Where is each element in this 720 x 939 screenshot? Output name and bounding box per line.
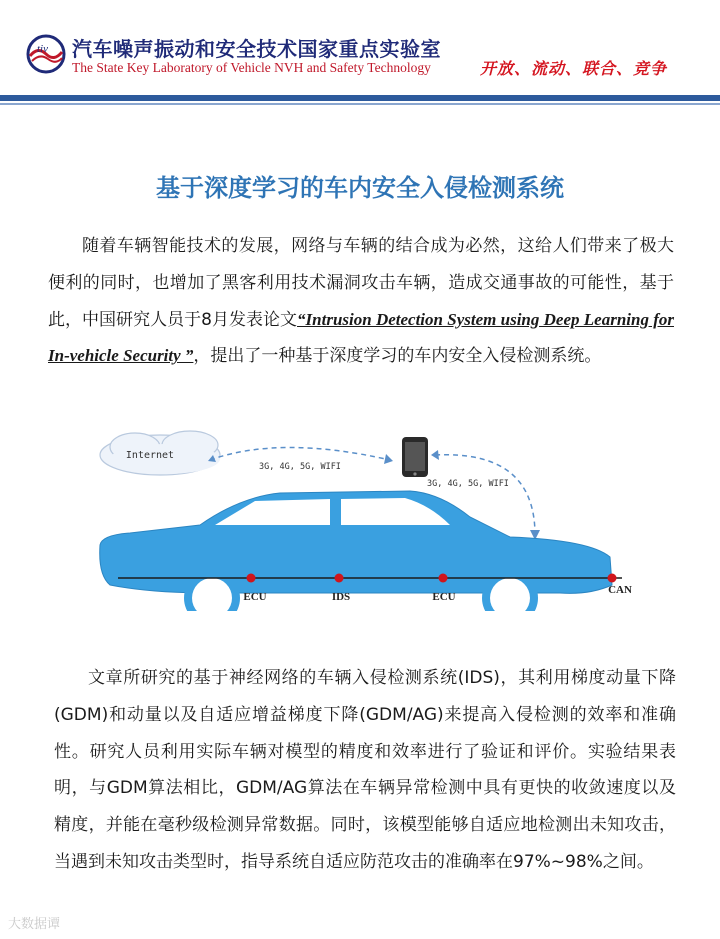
ecu-node-1 [247, 574, 256, 583]
ids-node [335, 574, 344, 583]
ecu-label-1: ECU [243, 591, 267, 603]
intro-paragraph [48, 228, 674, 375]
internet-cloud [100, 431, 220, 475]
link-label-obd: 3G, 4G, 5G, WIFI [427, 479, 509, 489]
lab-logo [26, 34, 66, 74]
svg-text:tiv: tiv [37, 43, 48, 55]
internet-label: Internet [125, 450, 175, 461]
lab-name-english: The State Key Laboratory of Vehicle NVH and Safety Technology [72, 60, 431, 75]
lab-name-chinese: 汽车噪声振动和安全技术国家重点实验室 [72, 37, 441, 61]
car-illustration [100, 491, 612, 631]
header-divider [0, 95, 720, 101]
body-paragraph: 文章所研究的基于神经网络的车辆入侵检测系统(IDS)，其利用梯度动量下降(GDM)和动量以及自适应增益梯度下降(GDM/AG)来提高入侵检测的效率和准确性。研究人员利用实际车辆对模型的精度和效率进行了验证和评价。实验结果表明，与GDM算法相比，GDM/AG算法在车辆异常检测中具有更快的收敛速度以及精度，并能在毫秒级检测异常数据。同时，该模型能够自适应地检测出未知攻击，当遇到未知攻击类型时，指导系统自适应防范攻击的准确率在97%~98%之间。 [54, 668, 676, 872]
smartphone-icon [402, 437, 428, 477]
lab-slogan: 开放、流动、联合、竞争 [480, 59, 668, 78]
header-divider-thin [0, 103, 720, 105]
watermark: 大数据谭 [8, 917, 61, 932]
page-header [0, 0, 720, 104]
ecu-label-2: ECU [432, 591, 456, 603]
can-label: CAN [608, 584, 632, 596]
ecu-node-2 [439, 574, 448, 583]
article-title: 基于深度学习的车内安全入侵检测系统 [156, 174, 564, 202]
ids-system-diagram [90, 425, 650, 635]
can-node [608, 574, 617, 583]
ids-label: IDS [331, 591, 351, 603]
paper-reference: “Intrusion Detection System using Deep Learning for In-vehicle Security ” [48, 309, 674, 366]
wireless-link-internet [210, 448, 390, 461]
intro-text-start: 随着车辆智能技术的发展，网络与车辆的结合成为必然，这给人们带来了极大便利的同时，也增加了黑客利用技术漏洞攻击车辆，造成交通事故的可能性，基于此，中国研究人员于8月发表论文 [48, 236, 674, 330]
link-label-internet: 3G, 4G, 5G, WIFI [259, 462, 341, 472]
intro-text-end: ，提出了一种基于深度学习的车内安全入侵检测系统。 [193, 346, 602, 367]
